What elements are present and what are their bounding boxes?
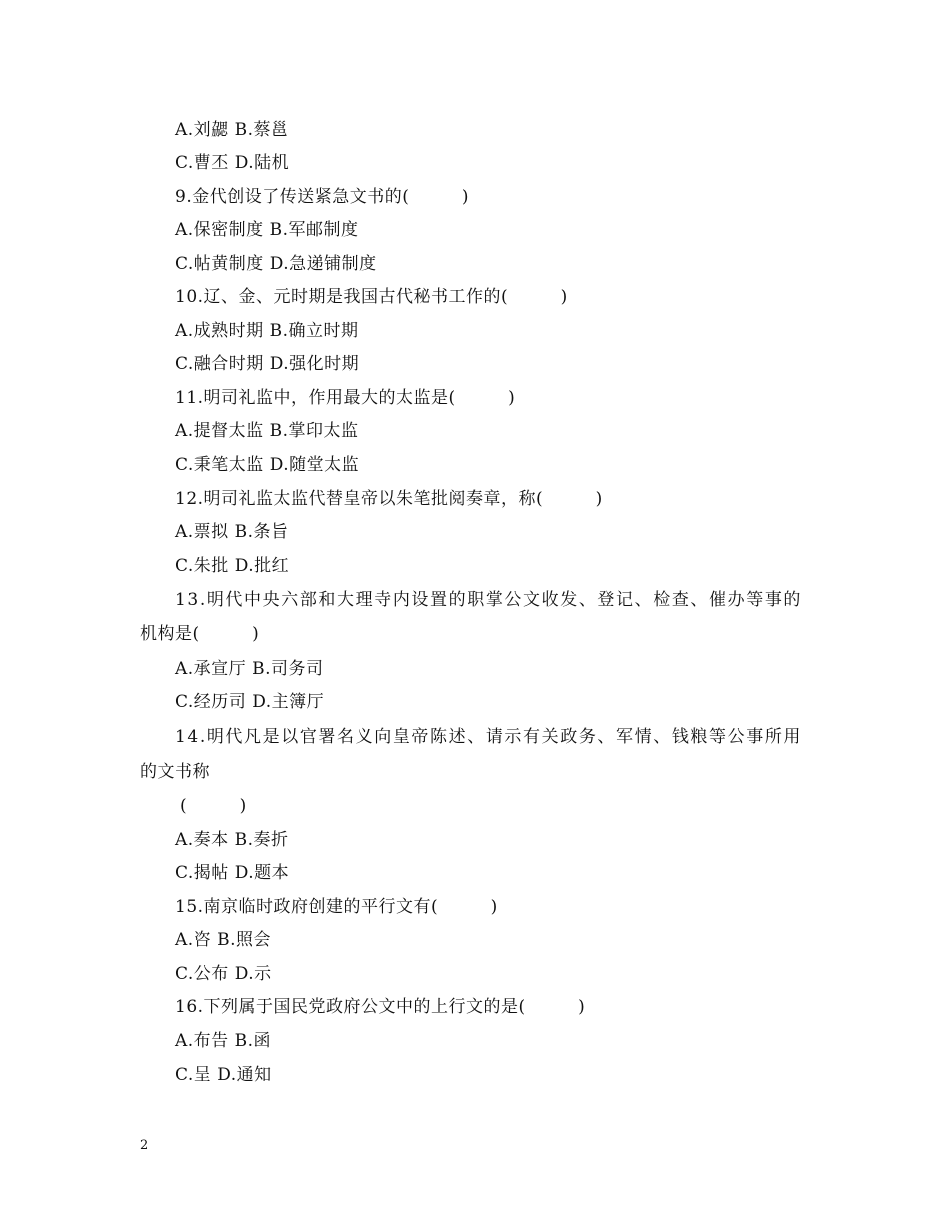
option-line: C.呈 D.通知 xyxy=(175,1065,272,1085)
question-13: 13.明代中央六部和大理寺内设置的职掌公文收发、登记、检查、催办等事的 xyxy=(175,590,803,610)
option-line: C.曹丕 D.陆机 xyxy=(175,153,290,173)
answer-blank: ( ) xyxy=(180,796,247,816)
question-13-continued: 机构是( ) xyxy=(140,624,260,644)
question-9: 9.金代创设了传送紧急文书的( ) xyxy=(175,187,469,207)
option-line: C.帖黄制度 D.急递铺制度 xyxy=(175,254,377,274)
option-line: A.布告 B.函 xyxy=(175,1031,271,1051)
option-line: C.揭帖 D.题本 xyxy=(175,863,290,883)
option-line: A.成熟时期 B.确立时期 xyxy=(175,321,359,341)
question-12: 12.明司礼监太监代替皇帝以朱笔批阅奏章，称( ) xyxy=(175,489,603,509)
question-14: 14.明代凡是以官署名义向皇帝陈述、请示有关政务、军情、钱粮等公事所用 xyxy=(175,727,803,747)
question-14-continued: 的文书称 xyxy=(140,762,210,782)
option-line: C.经历司 D.主簿厅 xyxy=(175,692,325,712)
option-line: A.奏本 B.奏折 xyxy=(175,830,289,850)
option-line: A.刘勰 B.蔡邕 xyxy=(175,120,289,140)
question-15: 15.南京临时政府创建的平行文有( ) xyxy=(175,897,498,917)
question-11: 11.明司礼监中，作用最大的太监是( ) xyxy=(175,388,516,408)
page-number: 2 xyxy=(140,1138,149,1153)
option-line: C.公布 D.示 xyxy=(175,964,272,984)
option-line: C.朱批 D.批红 xyxy=(175,556,290,576)
option-line: C.秉笔太监 D.随堂太监 xyxy=(175,455,360,475)
question-16: 16.下列属于国民党政府公文中的上行文的是( ) xyxy=(175,997,586,1017)
option-line: A.提督太监 B.掌印太监 xyxy=(175,421,359,441)
option-line: A.承宣厅 B.司务司 xyxy=(175,659,324,679)
option-line: A.咨 B.照会 xyxy=(175,930,271,950)
option-line: A.保密制度 B.军邮制度 xyxy=(175,220,359,240)
option-line: A.票拟 B.条旨 xyxy=(175,522,289,542)
option-line: C.融合时期 D.强化时期 xyxy=(175,354,360,374)
question-10: 10.辽、金、元时期是我国古代秘书工作的( ) xyxy=(175,287,568,307)
